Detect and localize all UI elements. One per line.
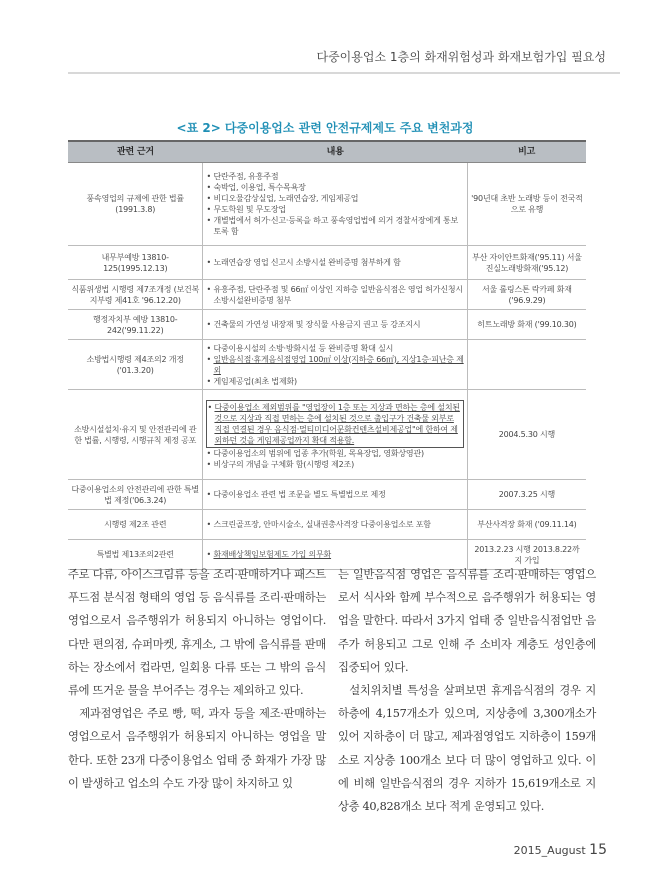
- table-row: [68, 390, 586, 480]
- row-content: [203, 280, 467, 310]
- table-row: [68, 480, 586, 510]
- content-item: • 게임제공업(최초 법제화): [206, 376, 463, 387]
- row-content: [203, 163, 467, 246]
- row-note: [467, 340, 586, 390]
- table-header-row: [68, 141, 586, 163]
- content-item: • 개별법에서 허가·신고·등록을 하고 풍속영업법에 의거 경찰서장에게 통보토록 함: [206, 215, 463, 237]
- body-column-right: [338, 563, 596, 818]
- column-header-basis: 관련 근거: [68, 141, 203, 163]
- row-basis: 행정자치부 예방 13810-242('99.11.22): [68, 310, 203, 340]
- row-content: [203, 246, 467, 280]
- content-item: • 노래연습장 영업 신고시 소방시설 완비증명 첨부하게 함: [206, 257, 463, 268]
- table-row: [68, 163, 586, 246]
- row-note: 부산 자이안트화재('95.11) 서울 진실노래방화재('95.12): [467, 246, 586, 280]
- header-rule: [68, 72, 620, 74]
- row-basis: 특별법 제13조의2관련: [68, 540, 203, 570]
- row-note: 2013.2.23 시행 2013.8.22까지 가입: [467, 540, 586, 570]
- content-item: • 다중이용시설의 소방·방화시설 등 완비증명 확대 실시: [206, 343, 463, 354]
- content-item: • 유흥주점, 단란주점 및 66㎡ 이상인 지하층 일반음식점은 영업 허가신청시 소방시설완비증명 첨부: [206, 284, 463, 306]
- body-paragraph: 는 일반음식점 영업은 음식류를 조리·판매하는 영업으로서 식사와 함께 부수적으로 음주행위가 허용되는 영업을 말한다. 따라서 3가지 업태 중 일반음식점업만 음주가 허용되고 그로 인해 주 소비자 계층도 성인층에 집중되어 있다.: [338, 568, 596, 674]
- row-note: 부산사격장 화재 ('09.11.14): [467, 510, 586, 540]
- row-content: [203, 480, 467, 510]
- content-item: • 다중이용업소 관련 법 조문을 별도 특별법으로 제정: [206, 489, 463, 500]
- content-item: • 비디오물감상실업, 노래연습장, 게임제공업: [206, 193, 463, 204]
- row-basis: 내무부예방 13810-125(1995.12.13): [68, 246, 203, 280]
- row-note: 히트노래방 화재 ('99.10.30): [467, 310, 586, 340]
- row-basis: 풍속영업의 규제에 관한 법률 (1991.3.8): [68, 163, 203, 246]
- table-row: [68, 340, 586, 390]
- page-number: 15: [589, 842, 607, 858]
- row-basis: 다중이용업소의 안전관리에 관한 특별법 제정('06.3.24): [68, 480, 203, 510]
- row-content: [203, 510, 467, 540]
- issue-label: 2015_August: [513, 844, 586, 857]
- content-item: • 무도학원 및 무도장업: [206, 204, 463, 215]
- row-basis: 시행령 제2조 관련: [68, 510, 203, 540]
- row-note: 서울 롤링스톤 락카페 화재 ('96.9.29): [467, 280, 586, 310]
- column-header-note: 비고: [467, 141, 586, 163]
- content-item: • 숙박업, 이용업, 특수목욕장: [206, 182, 463, 193]
- row-basis: 소방시설설치·유지 및 안전관리에 관한 법률, 시행령, 시행규칙 제정 공포: [68, 390, 203, 480]
- content-item: • 다중이용업소 제외범위를 "영업장이 1층 또는 지상과 면하는 층에 설치된 것으로 지상과 직접 면하는 층에 설치된 것으로 출입구가 건축물 외부로 직접 연결된 경우 음식점·멀티미디어문화컨텐츠설비제공업"에 한하여 제외하던 것을 게임제공업까지 확대 적용함.: [206, 400, 463, 448]
- table-row: [68, 280, 586, 310]
- body-paragraph: 설치위치별 특성을 살펴보면 휴게음식점의 경우 지하층에 4,157개소가 있으며, 지상층에 3,300개소가 있어 지하층이 더 많고, 제과점영업도 지하층이 159개소로 지상층 100개소 보다 더 많이 영업하고 있다. 이에 비해 일반음식점의 경우 지하가 15,619개소로 지상층 40,828개소 보다 적게 운영되고 있다.: [338, 684, 596, 814]
- row-content: [203, 390, 467, 480]
- row-note: '90년대 초반 노래방 등이 전국적으로 유행: [467, 163, 586, 246]
- content-item: • 스크린골프장, 안마시술소, 실내권총사격장 다중이용업소로 포함: [206, 519, 463, 530]
- body-column-left: [68, 563, 326, 795]
- content-item: • 단란주점, 유흥주점: [206, 171, 463, 182]
- row-note: 2004.5.30 시행: [467, 390, 586, 480]
- row-content: [203, 310, 467, 340]
- row-basis: 소방법시행령 제4조의2 개정 ('01.3.20): [68, 340, 203, 390]
- row-note: 2007.3.25 시행: [467, 480, 586, 510]
- table-row: [68, 310, 586, 340]
- row-basis: 식품위생법 시행령 제7조개정 (보건복지부령 제41호 '96.12.20): [68, 280, 203, 310]
- column-header-content: 내용: [203, 141, 467, 163]
- table-title: <표 2> 다중이용업소 관련 안전규제제도 주요 변천과정: [176, 121, 474, 135]
- running-header: 다중이용업소 1층의 화재위험성과 화재보험가입 필요성: [316, 50, 606, 64]
- regulation-history-table: [68, 140, 586, 570]
- body-paragraph: 주로 다류, 아이스크림류 등을 조리·판매하거나 패스트푸드점 분식점 형태의 영업 등 음식류를 조리·판매하는 영업으로서 음주행위가 허용되지 아니하는 영업이다. 다만 편의점, 슈퍼마켓, 휴게소, 그 밖에 음식류를 판매하는 장소에서 컵라면, 일회용 다류 또는 그 밖의 음식류에 뜨거운 물을 부어주는 경우는 제외하고 있다.: [68, 568, 326, 698]
- table-row: [68, 246, 586, 280]
- table-row: [68, 510, 586, 540]
- content-item: • 다중이용업소의 범위에 업종 추가(학원, 목욕장업, 영화상영관): [206, 448, 463, 459]
- content-item: • 화재배상책임보험제도 가입 의무화: [206, 549, 463, 560]
- content-item: • 비상구의 개념을 구체화 함(시행령 제2조): [206, 459, 463, 470]
- row-content: [203, 340, 467, 390]
- body-paragraph: 제과점영업은 주로 빵, 떡, 과자 등을 제조·판매하는 영업으로서 음주행위가 허용되지 아니하는 영업을 말한다. 또한 23개 다중이용업소 업태 중 화재가 가장 많이 발생하고 업소의 수도 가장 많이 차지하고 있: [68, 707, 326, 790]
- page-footer: [514, 842, 607, 858]
- content-item: • 건축물의 가연성 내장재 및 장식물 사용금지 권고 등 강조지시: [206, 319, 463, 330]
- content-item: • 일반음식점·휴게음식점영업 100㎡ 이상(지하층 66㎡), 지상1층·피난층 제외: [206, 354, 463, 376]
